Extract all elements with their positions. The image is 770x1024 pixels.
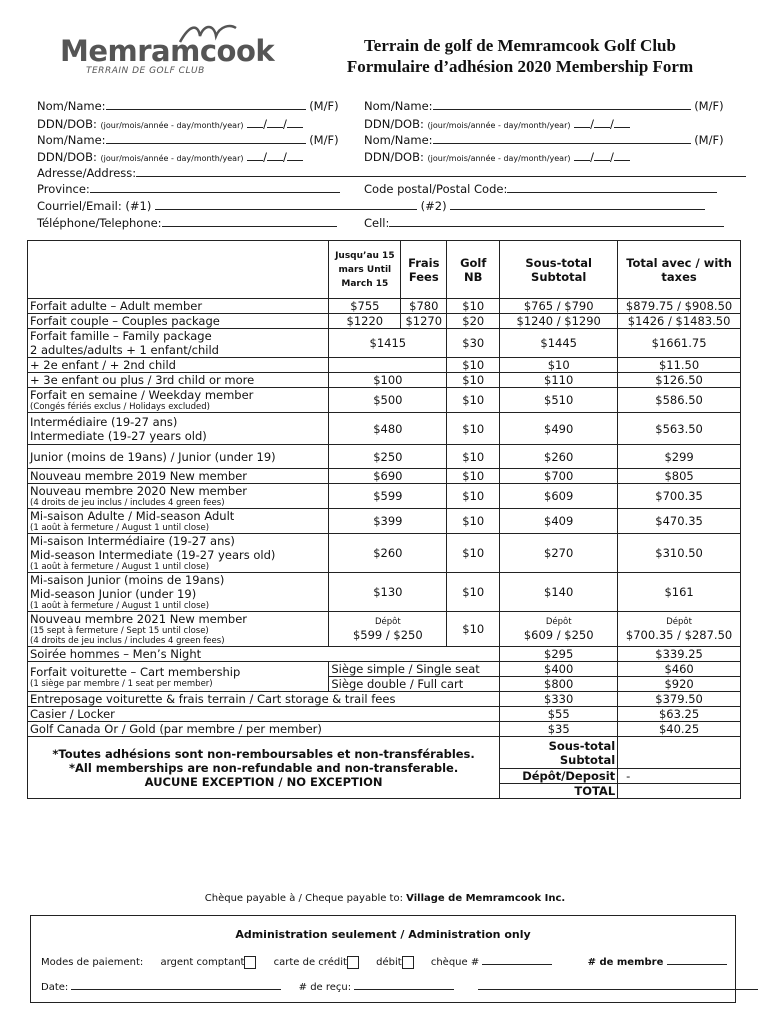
admin-section [30,915,736,1003]
total-value[interactable] [618,784,741,799]
table-row: Forfait famille – Family package 2 adultes/adults + 1 enfant/child $1415 $30 $1445 $1661.75 [28,329,741,358]
receipt-number-field[interactable] [354,979,454,990]
payment-modes-row: Modes de paiement: argent comptant carte de crédit débit chèque # # de membre [41,954,727,969]
table-row: Mi-saison Intermédiaire (19-27 ans) Mid-season Intermediate (19-27 years old) (1 août à fermeture / August 1 until close) $260 $10 $270 $310.50 [28,534,741,573]
cash-checkbox[interactable] [244,956,256,969]
deposit-label: Dépôt/Deposit [500,769,618,784]
date-receipt-row: Date: # de reçu: [41,979,758,993]
page-title: Terrain de golf de Memramcook Golf Club [364,36,676,55]
page-subtitle: Formulaire d’adhésion 2020 Membership Form [346,57,694,76]
cell-field[interactable]: Cell: [364,216,724,230]
membership-price-table [27,240,741,799]
table-row: Junior (moins de 19ans) / Junior (under 19) $250 $10 $260 $299 [28,445,741,469]
logo-wordmark: Memramcook [60,34,275,68]
subtotal-value[interactable] [618,737,741,769]
credit-card-checkbox[interactable] [347,956,359,969]
header-golf-nb: Golf NB [447,241,500,299]
cheque-number-field[interactable] [482,954,552,965]
total-label: TOTAL [500,784,618,799]
table-row: Intermédiaire (19-27 ans) Intermediate (19-27 years old) $480 $10 $490 $563.50 [28,413,741,445]
name-field-1[interactable]: Nom/Name: (M/F) [37,99,339,113]
cheque-payable-line: Chèque payable à / Cheque payable to: Village de Memramcook Inc. [204,893,566,904]
dob-field-1[interactable]: DDN/DOB: (jour/mois/année - day/month/year) / / [37,117,303,131]
postal-code-field[interactable]: Code postal/Postal Code: [364,182,717,196]
table-row: Nouveau membre 2020 New member (4 droits de jeu inclus / includes 4 green fees) $599 $10 $609 $700.35 [28,484,741,509]
name-field-2[interactable]: Nom/Name: (M/F) [364,99,724,113]
admin-title: Administration seulement / Administration only [235,928,531,941]
dob-field-4[interactable]: DDN/DOB: (jour/mois/année - day/month/year) / / [364,150,630,164]
signature-line[interactable] [478,979,758,990]
address-field[interactable]: Adresse/Address: [37,166,746,180]
table-row: Forfait en semaine / Weekday member (Congés fériés exclus / Holidays excluded) $500 $10 $510 $586.50 [28,388,741,413]
table-row: + 3e enfant ou plus / 3rd child or more $100 $10 $110 $126.50 [28,373,741,388]
name-field-3[interactable]: Nom/Name: (M/F) [37,133,339,147]
deposit-value[interactable]: - [618,769,741,784]
table-row: Mi-saison Junior (moins de 19ans) Mid-season Junior (under 19) (1 août à fermeture / August 1 until close) $130 $10 $140 $161 [28,573,741,612]
province-field[interactable]: Province: [37,182,340,196]
table-row: Casier / Locker $55 $63.25 [28,707,741,722]
table-row: Mi-saison Adulte / Mid-season Adult (1 août à fermeture / August 1 until close) $399 $10 $409 $470.35 [28,509,741,534]
email-field[interactable]: Courriel/Email: (#1) (#2) [37,199,705,213]
table-row: Soirée hommes – Men’s Night $295 $339.25 [28,647,741,662]
logo-subtitle: TERRAIN DE GOLF CLUB [86,66,205,76]
refund-policy-note: *Toutes adhésions sont non-remboursables et non-transférables. *All memberships are non-refundable and non-transferable. AUCUNE EXCEPTION / NO EXCEPTION [28,737,500,799]
table-row: Forfait couple – Couples package $1220 $1270 $20 $1240 / $1290 $1426 / $1483.50 [28,314,741,329]
table-row: Nouveau membre 2019 New member $690 $10 $700 $805 [28,469,741,484]
table-row: Nouveau membre 2021 New member (15 sept à fermeture / Sept 15 until close) (4 droits de jeu inclus / includes 4 green fees) Dépôt $599 / $250 $10 Dépôt $609 / $250 Dépôt $700.35 / $287.50 [28,612,741,647]
club-logo [60,22,275,78]
table-row: + 2e enfant / + 2nd child $10 $10 $11.50 [28,358,741,373]
header-fees: Frais Fees [401,241,447,299]
table-row: Forfait adulte – Adult member $755 $780 $10 $765 / $790 $879.75 / $908.50 [28,299,741,314]
table-row: Golf Canada Or / Gold (par membre / per member) $35 $40.25 [28,722,741,737]
header-until-march-15: Jusqu’au 15 mars Until March 15 [329,241,401,299]
phone-field[interactable]: Téléphone/Telephone: [37,216,337,230]
header-total: Total avec / with taxes [618,241,741,299]
table-row: Forfait voiturette – Cart membership (1 siège par membre / 1 seat per member) Siège simple / Single seat $400 $460 [28,662,741,677]
table-row: Entreposage voiturette & frais terrain / Cart storage & trail fees $330 $379.50 [28,692,741,707]
dob-field-3[interactable]: DDN/DOB: (jour/mois/année - day/month/year) / / [37,150,303,164]
table-row: Siège double / Full cart $800 $920 [28,677,741,692]
subtotal-label: Sous-total Subtotal [500,737,618,769]
dob-field-2[interactable]: DDN/DOB: (jour/mois/année - day/month/year) / / [364,117,630,131]
debit-checkbox[interactable] [402,956,414,969]
name-field-4[interactable]: Nom/Name: (M/F) [364,133,724,147]
date-field[interactable] [71,979,281,990]
member-number-field[interactable] [667,954,727,965]
header-subtotal: Sous-total Subtotal [500,241,618,299]
